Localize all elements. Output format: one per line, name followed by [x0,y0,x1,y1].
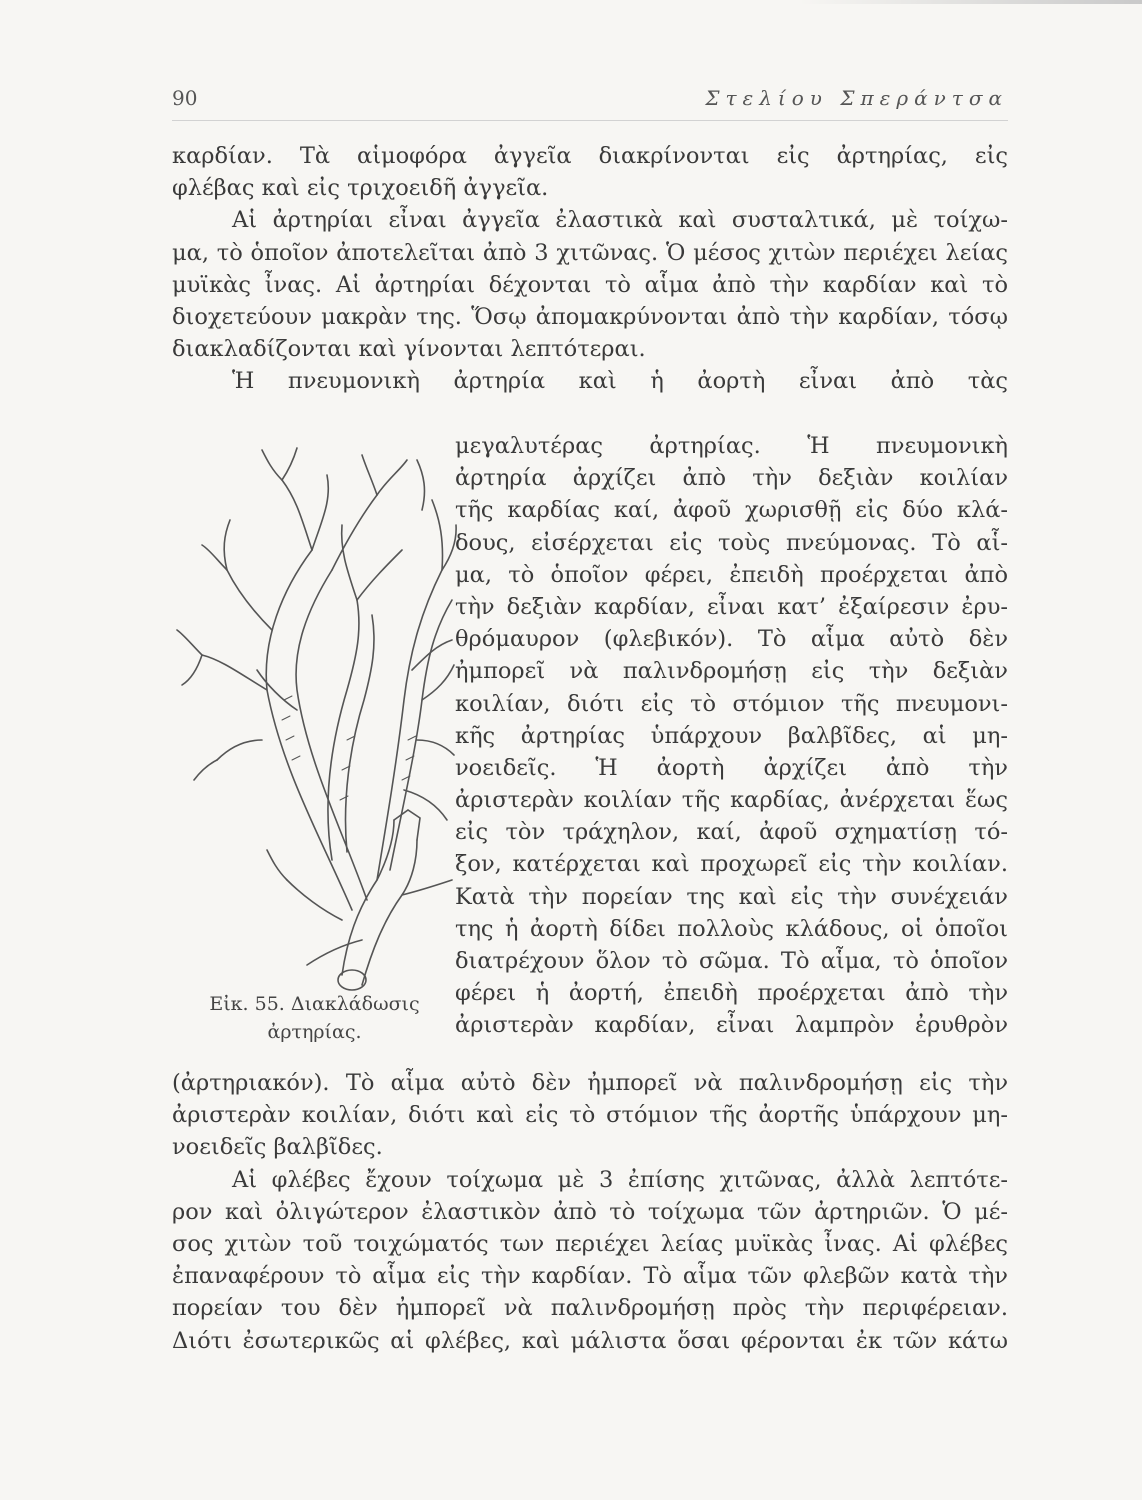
text-line: μεγαλυτέρας ἀρτηρίας. Ἡ πνευμονικὴ [455,433,1008,459]
text-line: Διότι ἐσωτερικῶς αἱ φλέβες, καὶ μάλιστα ὅσαι φέρονται ἐκ τῶν κάτω [172,1327,1008,1354]
page-header [172,86,1008,116]
page-number: 90 [172,86,198,110]
text-line: ἠμπορεῖ νὰ παλινδρομήσῃ εἰς τὴν δεξιὰν [455,658,1008,685]
text-line: μυϊκὰς ἶνας. Αἱ ἀρτηρίαι δέχονται τὸ αἷμα ἀπὸ τὴν καρδίαν καὶ τὸ [172,271,1008,298]
text-line: δους, εἰσέρχεται εἰς τοὺς πνεύμονας. Τὸ αἷ- [455,529,1008,556]
text-line: καρδίαν. Τὰ αἱμοφόρα ἀγγεῖα διακρίνονται εἰς ἀρτηρίας, εἰς [172,143,1008,169]
text-line: διοχετεύουν μακρὰν της. Ὅσῳ ἀπομακρύνονται ἀπὸ τὴν καρδίαν, τόσῳ [172,303,1008,330]
top-text-block [172,140,1008,398]
text-line: σος χιτὼν τοῦ τοιχώματός των περιέχει λείας μυϊκὰς ἶνας. Αἱ φλέβες [172,1230,1008,1257]
text-line: Ἡ πνευμονικὴ ἀρτηρία καὶ ἡ ἀορτὴ εἶναι ἀπὸ τὰς [232,368,1008,395]
text-line: φέρει ἡ ἀορτή, ἐπειδὴ προέρχεται ἀπὸ τὴν [455,980,1008,1007]
figure-55 [172,430,457,1070]
text-line: νοειδεῖς βαλβῖδες. [172,1134,383,1161]
text-line: Κατὰ τὴν πορείαν της καὶ εἰς τὴν συνέχειάν [455,883,1008,910]
caption-line: Εἰκ. 55. Διακλάδωσις [209,993,420,1015]
text-line: τὴν δεξιὰν καρδίαν, εἶναι κατ’ ἐξαίρεσιν ἐρυ- [455,593,1008,620]
text-line: θρόμαυρον (φλεβικόν). Τὸ αἷμα αὐτὸ δὲν [455,626,1008,653]
text-line: κοιλίαν, διότι εἰς τὸ στόμιον τῆς πνευμονι- [455,690,1008,717]
running-head: Στελίου Σπεράντσα [705,86,1008,110]
text-line: διατρέχουν ὅλον τὸ σῶμα. Τὸ αἷμα, τὸ ὁποῖον [455,948,1008,974]
right-text-column [455,430,1008,1042]
text-line: φλέβας καὶ εἰς τριχοειδῆ ἀγγεῖα. [172,175,549,202]
caption-line: ἀρτηρίας. [267,1021,362,1043]
text-line: ἀριστερὰν καρδίαν, εἶναι λαμπρὸν ἐρυθρὸν [455,1012,1008,1039]
text-line: μα, τὸ ὁποῖον ἀποτελεῖται ἀπὸ 3 χιτῶνας. Ὁ μέσος χιτὼν περιέχει λείας [172,239,1008,266]
text-line: εἰς τὸν τράχηλον, καί, ἀφοῦ σχηματίσῃ τό- [455,819,1008,846]
scan-edge [0,0,1142,4]
text-line: τῆς καρδίας καί, ἀφοῦ χωρισθῇ εἰς δύο κλά- [455,497,1008,524]
text-line: ἀρτηρία ἀρχίζει ἀπὸ τὴν δεξιὰν κοιλίαν [455,465,1008,492]
bottom-text-block [172,1067,1008,1357]
artery-branching-illustration [172,440,457,1000]
text-line: διακλαδίζονται καὶ γίνονται λεπτότεραι. [172,336,646,363]
text-line: (ἀρτηριακόν). Τὸ αἷμα αὐτὸ δὲν ἠμπορεῖ νὰ παλινδρομήσῃ εἰς τὴν [172,1070,1008,1096]
text-line: Αἱ φλέβες ἔχουν τοίχωμα μὲ 3 ἐπίσης χιτῶνας, ἀλλὰ λεπτότε- [232,1166,1008,1193]
text-line: ἐπαναφέρουν τὸ αἷμα εἰς τὴν καρδίαν. Τὸ αἷμα τῶν φλεβῶν κατὰ τὴν [172,1263,1008,1290]
text-line: ἀριστερὰν κοιλίαν, διότι καὶ εἰς τὸ στόμιον τῆς ἀορτῆς ὑπάρχουν μη- [172,1102,1008,1129]
text-line: ρον καὶ ὀλιγώτερον ἐλαστικὸν ἀπὸ τὸ τοίχωμα τῶν ἀρτηριῶν. Ὁ μέ- [172,1198,1008,1225]
text-line: της ἡ ἀορτὴ δίδει πολλοὺς κλάδους, οἱ ὁποῖοι [455,915,1008,942]
text-line: πορείαν του δὲν ἠμπορεῖ νὰ παλινδρομήσῃ πρὸς τὴν περιφέρειαν. [172,1295,1008,1322]
text-line: νοειδεῖς. Ἡ ἀορτὴ ἀρχίζει ἀπὸ τὴν [455,754,1008,781]
text-line: κῆς ἀρτηρίας ὑπάρχουν βαλβῖδες, αἱ μη- [455,722,1008,749]
text-line: Αἱ ἀρτηρίαι εἶναι ἀγγεῖα ἐλαστικὰ καὶ συσταλτικά, μὲ τοίχω- [232,207,1008,234]
text-line: ξον, κατέρχεται καὶ προχωρεῖ εἰς τὴν κοιλίαν. [455,851,1008,878]
text-line: ἀριστερὰν κοιλίαν τῆς καρδίας, ἀνέρχεται ἕως [455,787,1008,814]
header-rule [172,120,1008,121]
text-line: μα, τὸ ὁποῖον φέρει, ἐπειδὴ προέρχεται ἀπὸ [455,561,1008,588]
figure-caption [172,990,457,1046]
